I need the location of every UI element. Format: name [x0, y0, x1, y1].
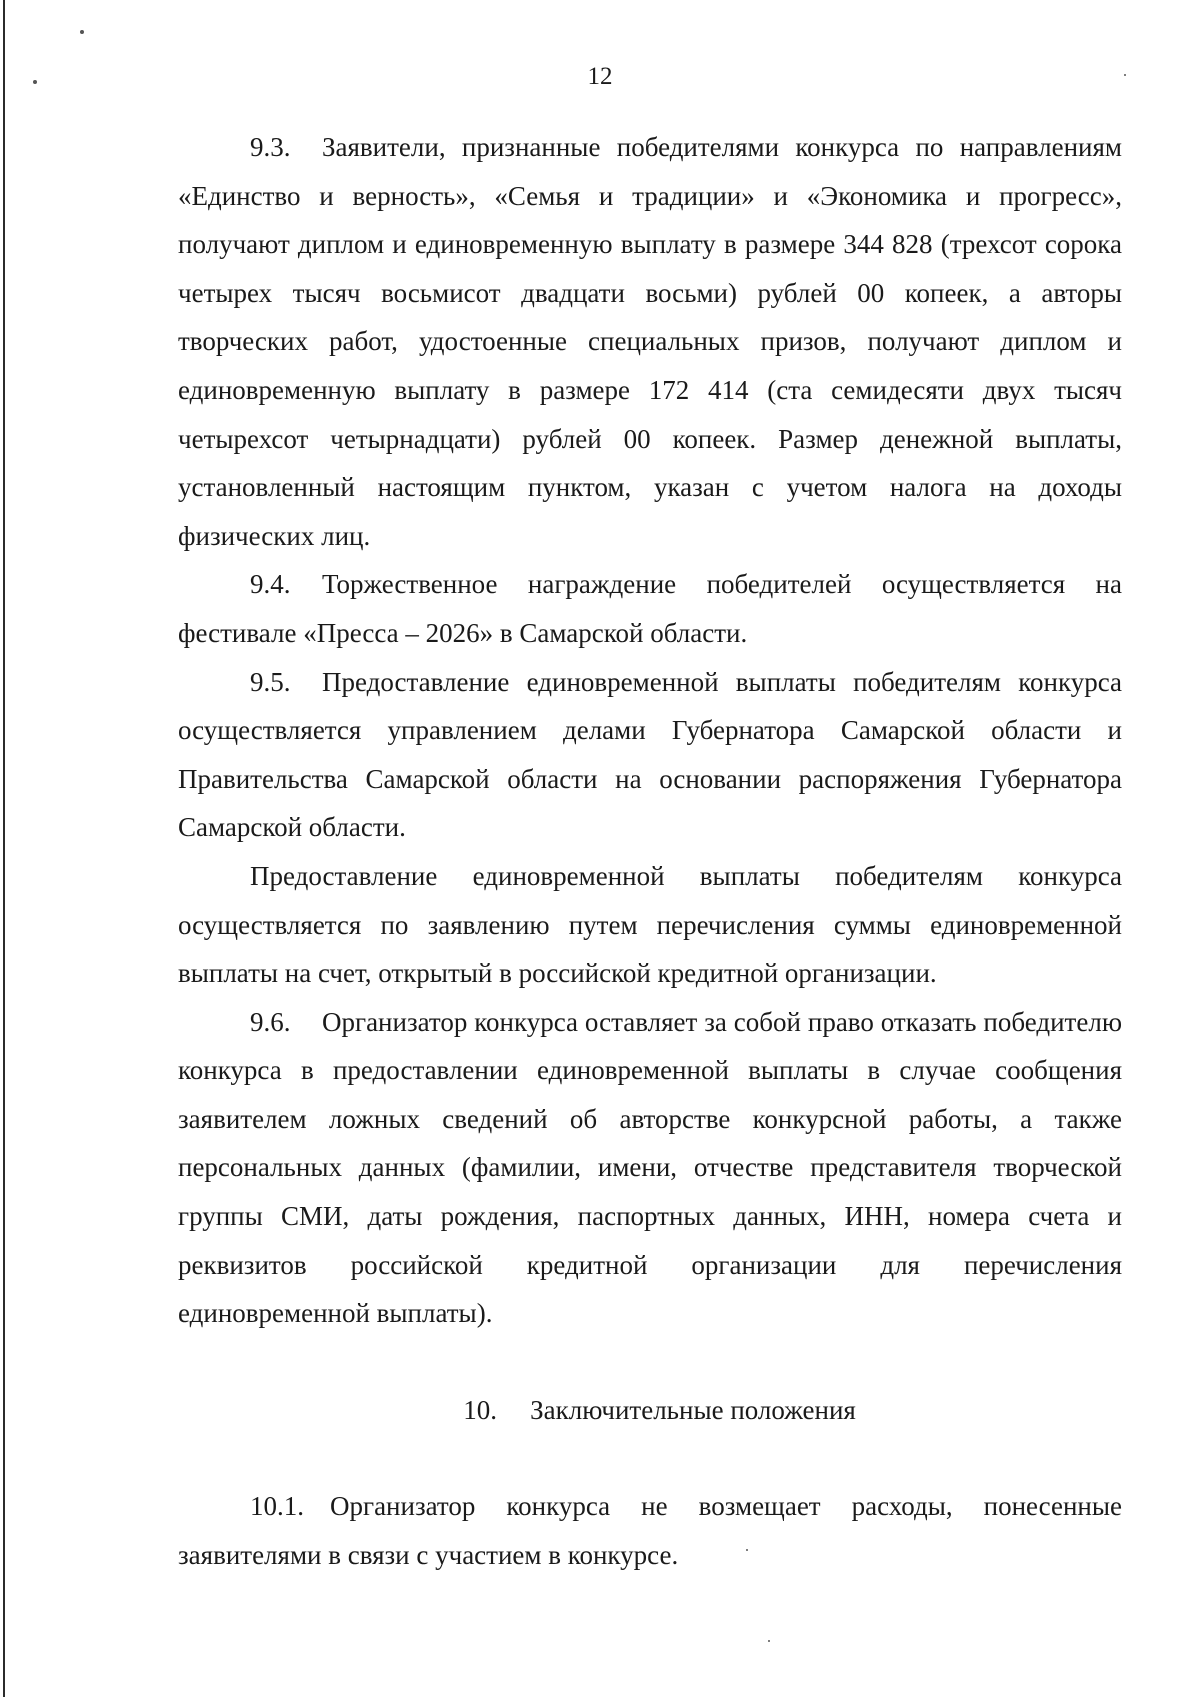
paragraph-9-6 [178, 998, 1122, 1338]
scan-left-edge [3, 0, 5, 1697]
section-number: 10. [463, 1394, 498, 1425]
paragraph-number: 10.1. [250, 1491, 304, 1522]
section-title: Заключительные положения [530, 1394, 856, 1425]
paragraph-number: 9.5. [250, 666, 291, 697]
paragraph-9-5 [178, 658, 1122, 852]
section-heading [178, 1386, 1122, 1435]
paragraph-9-4 [178, 560, 1122, 657]
page-number: 12 [587, 63, 613, 90]
paragraph-10-1 [178, 1482, 1122, 1579]
paragraph-9-5-continued [178, 852, 1122, 998]
paragraph-text: Организатор конкурса не возмещает расходы, понесенные заявителями в связи с участием в конкурсе. [178, 1491, 1122, 1571]
paragraph-number: 9.6. [250, 1006, 291, 1037]
paragraph-text: Организатор конкурса оставляет за собой право отказать победителю конкурса в предоставлении единовременной выплаты в случае сообщения заявителем ложных сведений об авторстве конкурсной работы, а также персональных данных (фамилии, имени, отчестве представителя творческой группы СМИ, даты рождения, паспортных данных, ИНН, номера счета и реквизитов российской кредитной организации для перечисления единовременной выплаты). [178, 1006, 1122, 1329]
paragraph-text: Предоставление единовременной выплаты победителям конкурса осуществляется управлением делами Губернатора Самарской области и Правительства Самарской области на основании распоряжения Губернатора Самарской области. [178, 666, 1122, 843]
paragraph-text: Предоставление единовременной выплаты победителям конкурса осуществляется по заявлению путем перечисления суммы единовременной выплаты на счет, открытый в российской кредитной организации. [178, 860, 1122, 989]
paragraph-9-3 [178, 123, 1122, 560]
paragraph-number: 9.4. [250, 569, 291, 600]
scan-speck [768, 1640, 770, 1642]
document-body [178, 123, 1122, 1580]
paragraph-text: Торжественное награждение победителей осуществляется на фестивале «Пресса – 2026» в Самарской области. [178, 569, 1122, 648]
paragraph-text: Заявители, признанные победителями конкурса по направлениям «Единство и верность», «Семья и традиции» и «Экономика и прогресс», получают диплом и единовременную выплату в размере 344 828 (трехсот сорока четырех тысяч восьмисот двадцати восьми) рублей 00 копеек, а авторы творческих работ, удостоенные специальных призов, получают диплом и единовременную выплату в размере 172 414 (ста семидесяти двух тысяч четырехсот четырнадцати) рублей 00 копеек. Размер денежной выплаты, установленный настоящим пунктом, указан с учетом налога на доходы физических лиц. [178, 132, 1122, 551]
scan-speck [80, 30, 84, 34]
paragraph-number: 9.3. [250, 132, 291, 162]
